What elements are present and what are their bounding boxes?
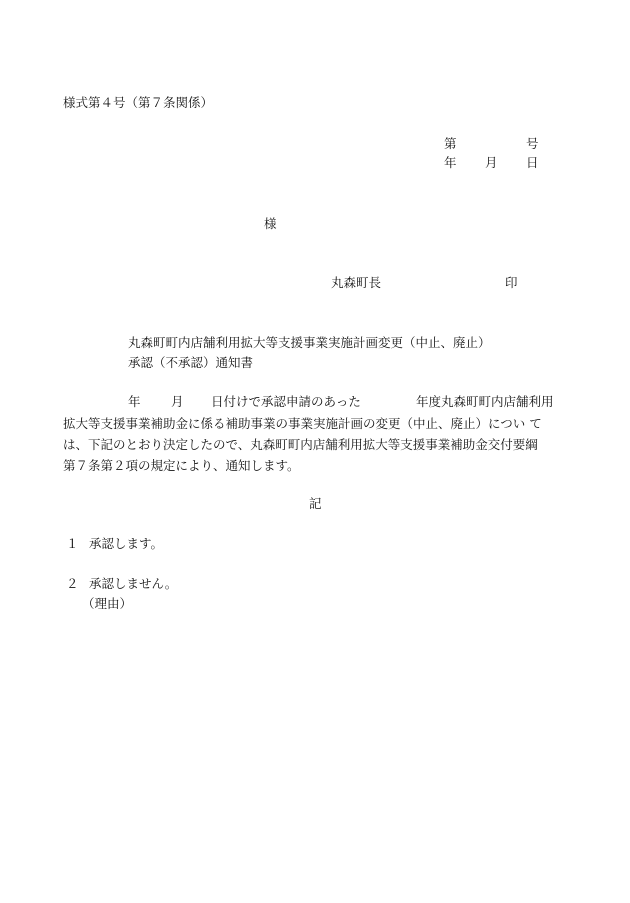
addressee-honorific: 様 <box>264 216 277 231</box>
item-1-number: １ <box>66 536 79 551</box>
body-line-3: は、下記のとおり決定したので、丸森町町内店舗利用拡大等支援事業補助金交付要綱 <box>63 437 538 452</box>
body-segment-2: 年度丸森町町内店舗利用 <box>416 394 554 409</box>
document-number-prefix: 第 <box>444 136 457 151</box>
item-1-text: 承認します。 <box>89 536 164 551</box>
item-2-number: ２ <box>66 576 79 591</box>
seal-mark: 印 <box>505 275 518 290</box>
document-title-line-2: 承認（不承認）通知書 <box>128 355 254 370</box>
date-month: 月 <box>485 155 498 170</box>
date-day: 日 <box>526 155 539 170</box>
body-line-4: 第７条第２項の規定により、通知します。 <box>63 458 300 473</box>
item-2-text: 承認しません。 <box>89 576 178 591</box>
body-year: 年 <box>128 394 141 409</box>
issuer-title: 丸森町長 <box>331 275 382 290</box>
date-year: 年 <box>444 155 457 170</box>
document-number-suffix: 号 <box>526 136 539 151</box>
body-month: 月 <box>171 394 184 409</box>
body-segment-1: 日付けで承認申請のあった <box>211 394 361 409</box>
ki-heading: 記 <box>309 496 322 511</box>
reason-label: （理由） <box>82 596 133 611</box>
document-title-line-1: 丸森町町内店舗利用拡大等支援事業実施計画変更（中止、廃止） <box>128 335 491 350</box>
body-line-2: 拡大等支援事業補助金に係る補助事業の事業実施計画の変更（中止、廃止）につい て <box>63 416 542 431</box>
body-paragraph <box>63 392 571 476</box>
form-label: 様式第４号（第７条関係） <box>63 95 214 110</box>
